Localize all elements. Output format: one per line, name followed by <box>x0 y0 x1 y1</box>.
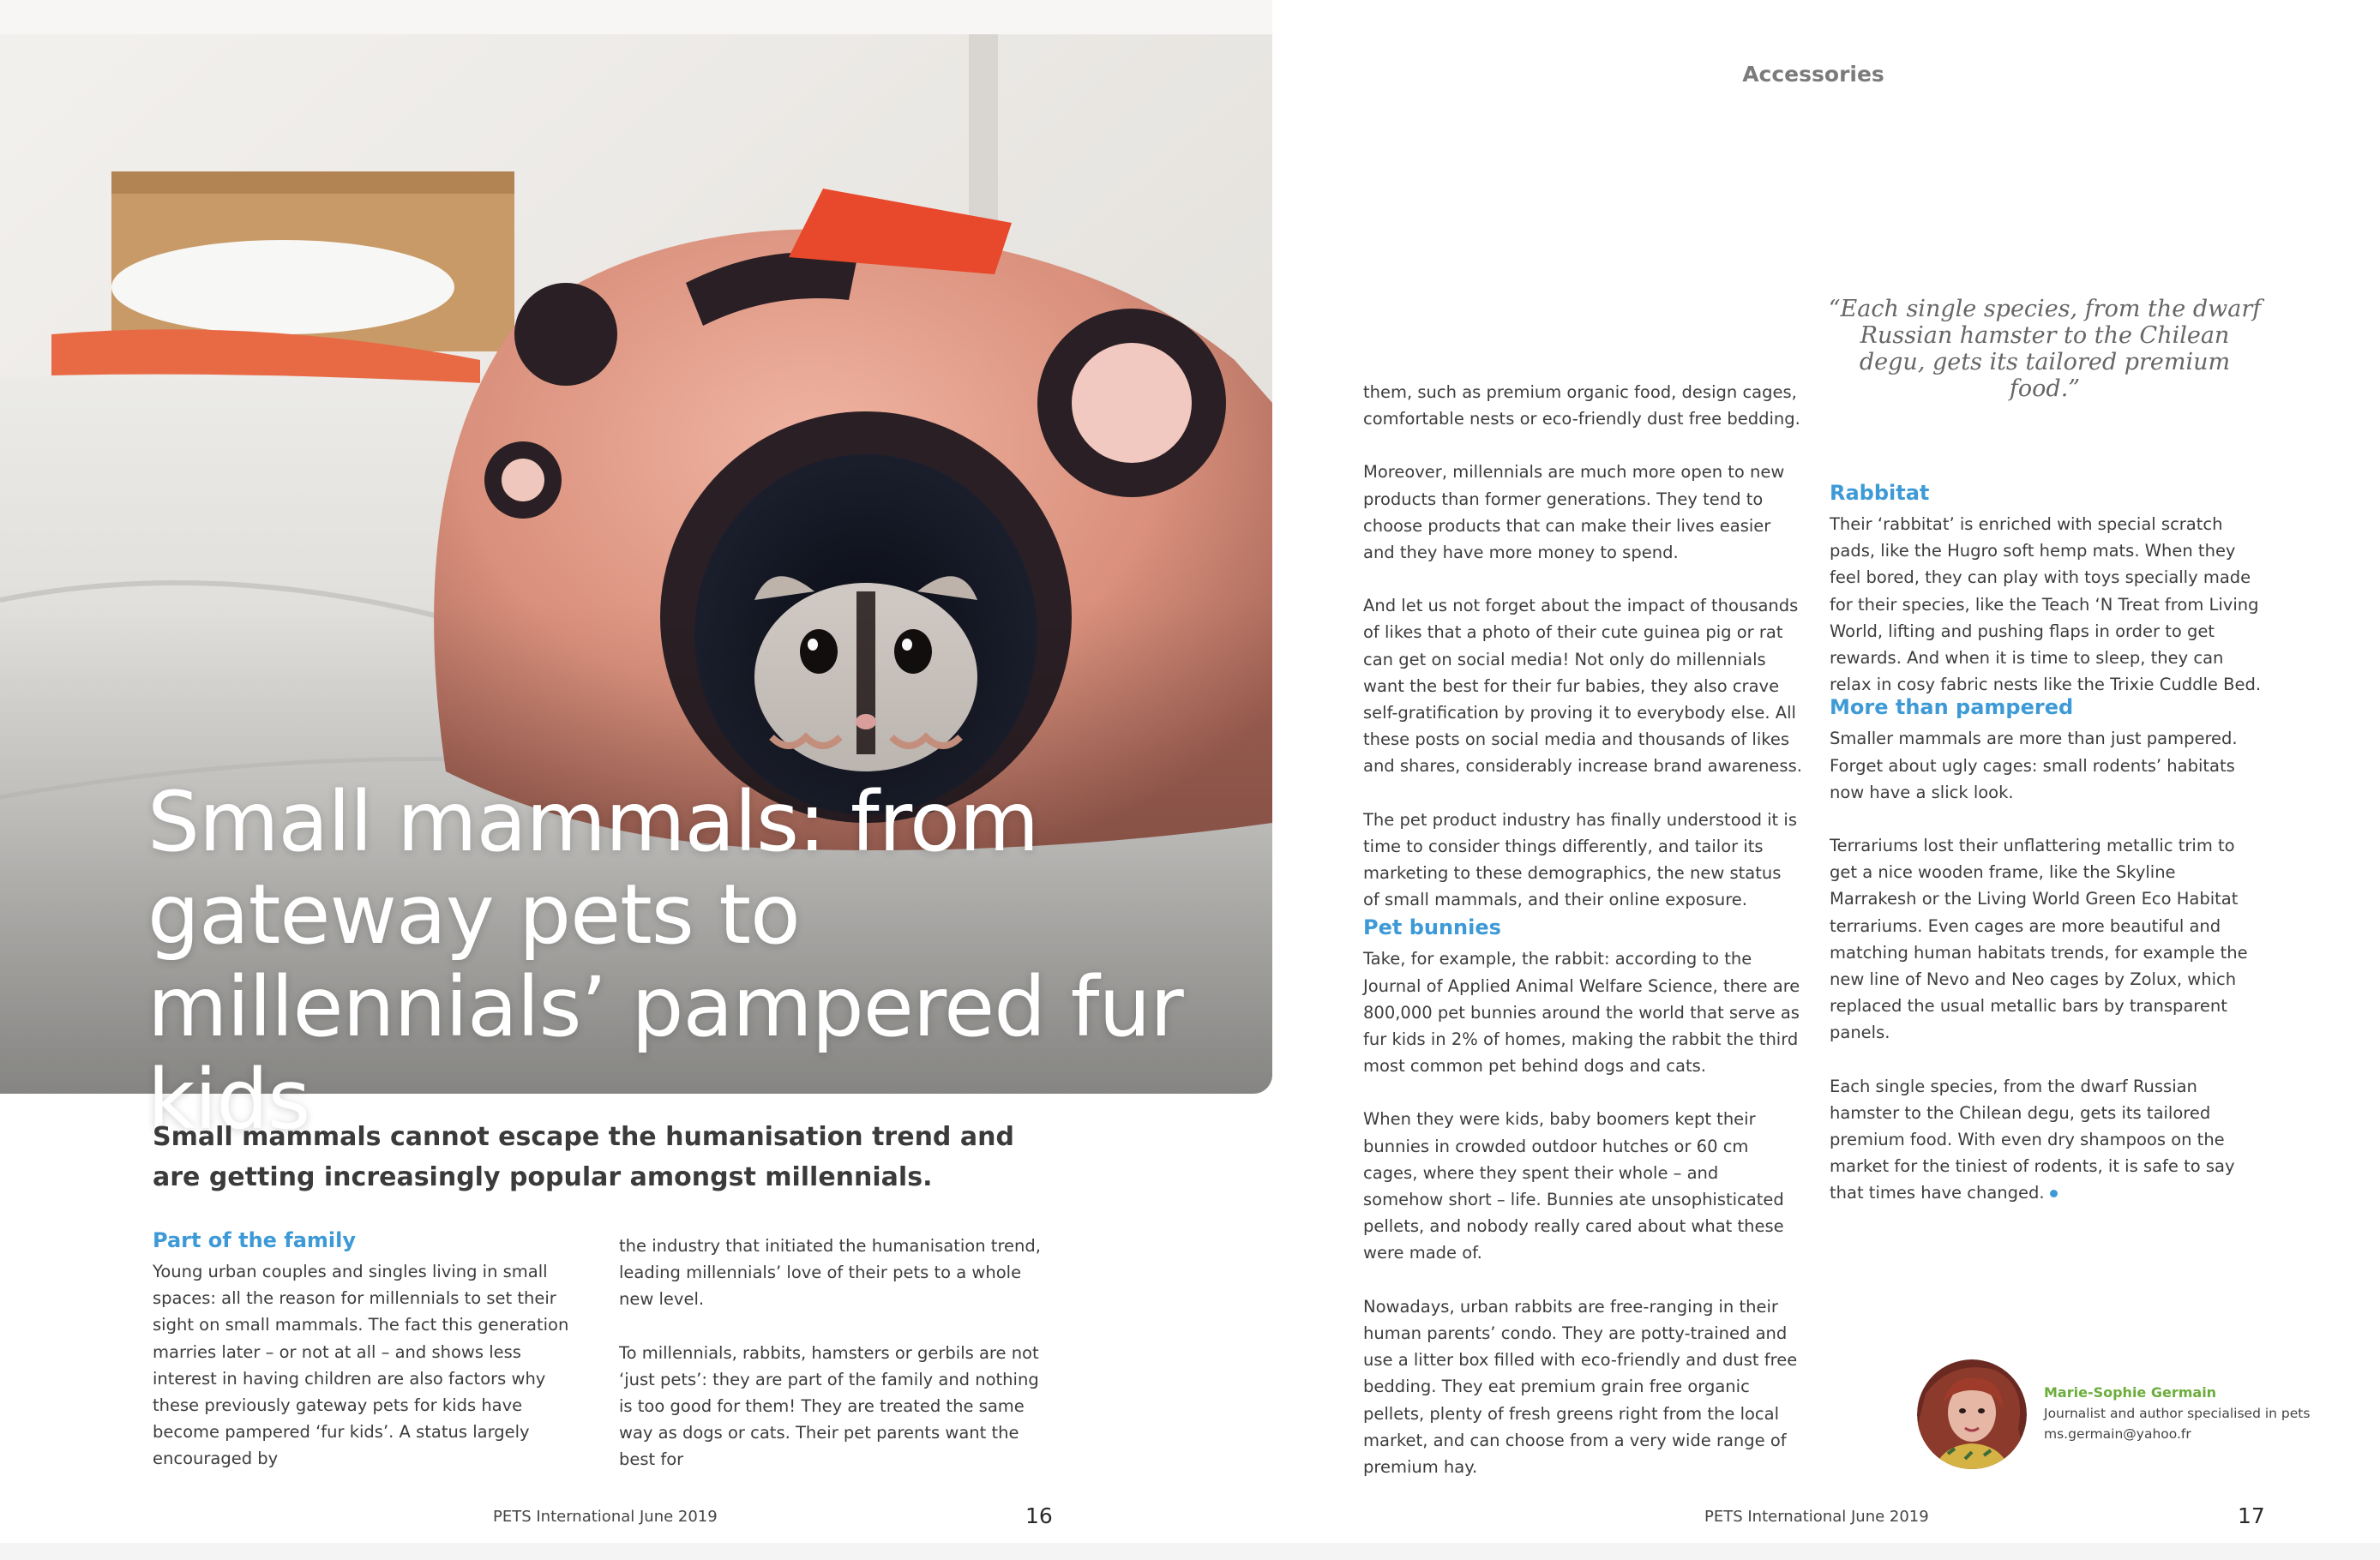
footer-publication-right: PETS International June 2019 <box>1704 1508 1929 1526</box>
column-3 <box>1363 379 1802 1480</box>
author-avatar <box>1917 1359 2027 1469</box>
column-2 <box>619 1233 1048 1473</box>
page-bottom-edge <box>0 1543 2380 1560</box>
column-4-body <box>1830 511 2267 698</box>
article-headline: Small mammals: from gateway pets to millennials’ pampered fur kids <box>147 774 1183 1148</box>
paragraph: them, such as premium organic food, design cages, comfortable nests or eco-friendly dust free bedding. <box>1363 382 1800 429</box>
paragraph: When they were kids, baby boomers kept their bunnies in crowded outdoor hutches or 60 cm cages, where they spent their whole – and somehow short – life. Bunnies ate unsophisticated pellets, and nobody really cared about what these were made of. <box>1363 1109 1784 1263</box>
author-name: Marie-Sophie Germain <box>2044 1384 2217 1401</box>
paragraph: Smaller mammals are more than just pampered. Forget about ugly cages: small rodents’ habitats now have a slick look. <box>1830 729 2238 802</box>
column-2-body <box>619 1233 1048 1473</box>
column-3-body <box>1363 379 1802 913</box>
paragraph: The pet product industry has finally understood it is time to consider things differently, and tailor its marketing to these demographics, the new status of small mammals, and their online exposure. <box>1363 809 1797 910</box>
section-heading-part-of-family: Part of the family <box>153 1228 357 1252</box>
paragraph: Young urban couples and singles living in small spaces: all the reason for millennials to set their sight on small mammals. The fact this generation marries later – or not at all – and shows less interest in having children are also factors why these previously gateway pets for kids have become pampered ‘fur kids’. A status largely encouraged by <box>153 1262 569 1469</box>
paragraph <box>1830 1073 2267 1207</box>
standfirst: Small mammals cannot escape the humanisation trend and are getting increasingly popular amongst millennials. <box>153 1122 1014 1192</box>
pull-quote: “Each single species, from the dwarf Russian hamster to the Chilean degu, gets its tailored premium food.” <box>1828 296 2262 402</box>
section-label: Accessories <box>1742 62 1884 87</box>
page-number-right: 17 <box>2238 1503 2265 1528</box>
author-role: Journalist and author specialised in pets <box>2044 1406 2311 1421</box>
paragraph: Take, for example, the rabbit: according to the Journal of Applied Animal Welfare Science, there are 800,000 pet bunnies around the world that serve as fur kids in 2% of homes, making the rabbit the third most common pet behind dogs and cats. <box>1363 949 1800 1077</box>
section-heading-pet-bunnies: Pet bunnies <box>1363 915 1501 940</box>
section-heading-more-than-pampered: More than pampered <box>1830 695 2074 720</box>
column-3-body-2 <box>1363 945 1802 1480</box>
page-number-left: 16 <box>1025 1503 1053 1528</box>
final-paragraph-text: Each single species, from the dwarf Russian hamster to the Chilean degu, gets its tailored premium food. With even dry shampoos on the market for the tiniest of rodents, it is safe to say that times have changed. <box>1830 1076 2235 1203</box>
paragraph: Their ‘rabbitat’ is enriched with special scratch pads, like the Hugro soft hemp mats. When they feel bored, they can play with toys specially made for their species, like the Teach ‘N Treat from Living World, lifting and pushing flaps in order to get rewards. And when it is time to sleep, they can relax in cosy fabric nests like the Trixie Cuddle Bed. <box>1830 514 2262 695</box>
author-email[interactable]: ms.germain@yahoo.fr <box>2044 1426 2191 1442</box>
end-of-article-dot-icon <box>2050 1190 2058 1197</box>
paragraph: the industry that initiated the humanisation trend, leading millennials’ love of their pets to a whole new level. <box>619 1236 1041 1310</box>
paragraph: To millennials, rabbits, hamsters or gerbils are not ‘just pets’: they are part of the family and nothing is too good for them! They are treated the same way as dogs or cats. Their pet parents want the best for <box>619 1342 1039 1470</box>
paragraph: And let us not forget about the impact of thousands of likes that a photo of their cute guinea pig or rat can get on social media! Not only do millennials want the best for their fur babies, they also crave self-gratification by proving it to everybody else. All these posts on social media and thousands of likes and shares, considerably increase brand awareness. <box>1363 596 1802 777</box>
section-heading-rabbitat: Rabbitat <box>1830 481 1930 505</box>
paragraph: Moreover, millennials are much more open to new products than former generations. They tend to choose products that can make their lives easier and they have more money to spend. <box>1363 462 1785 563</box>
column-1 <box>153 1227 581 1473</box>
footer-publication-left: PETS International June 2019 <box>493 1508 718 1526</box>
paragraph: Nowadays, urban rabbits are free-ranging in their human parents’ condo. They are potty-trained and use a litter box filled with eco-friendly and dust free bedding. They eat premium grain free organic pellets, plenty of fresh greens right from the local market, and can choose from a very wide range of premium hay. <box>1363 1296 1798 1477</box>
column-1-body <box>153 1258 581 1473</box>
column-4-body-2 <box>1830 725 2267 1206</box>
column-4 <box>1830 480 2267 1207</box>
paragraph: Terrariums lost their unflattering metallic trim to get a nice wooden frame, like the Skyline Marrakesh or the Living World Green Eco Habitat terrariums. Even cages are more beautiful and matching human habitats trends, for example the new line of Nevo and Neo cages by Zolux, which replaced the usual metallic bars by transparent panels. <box>1830 836 2248 1043</box>
